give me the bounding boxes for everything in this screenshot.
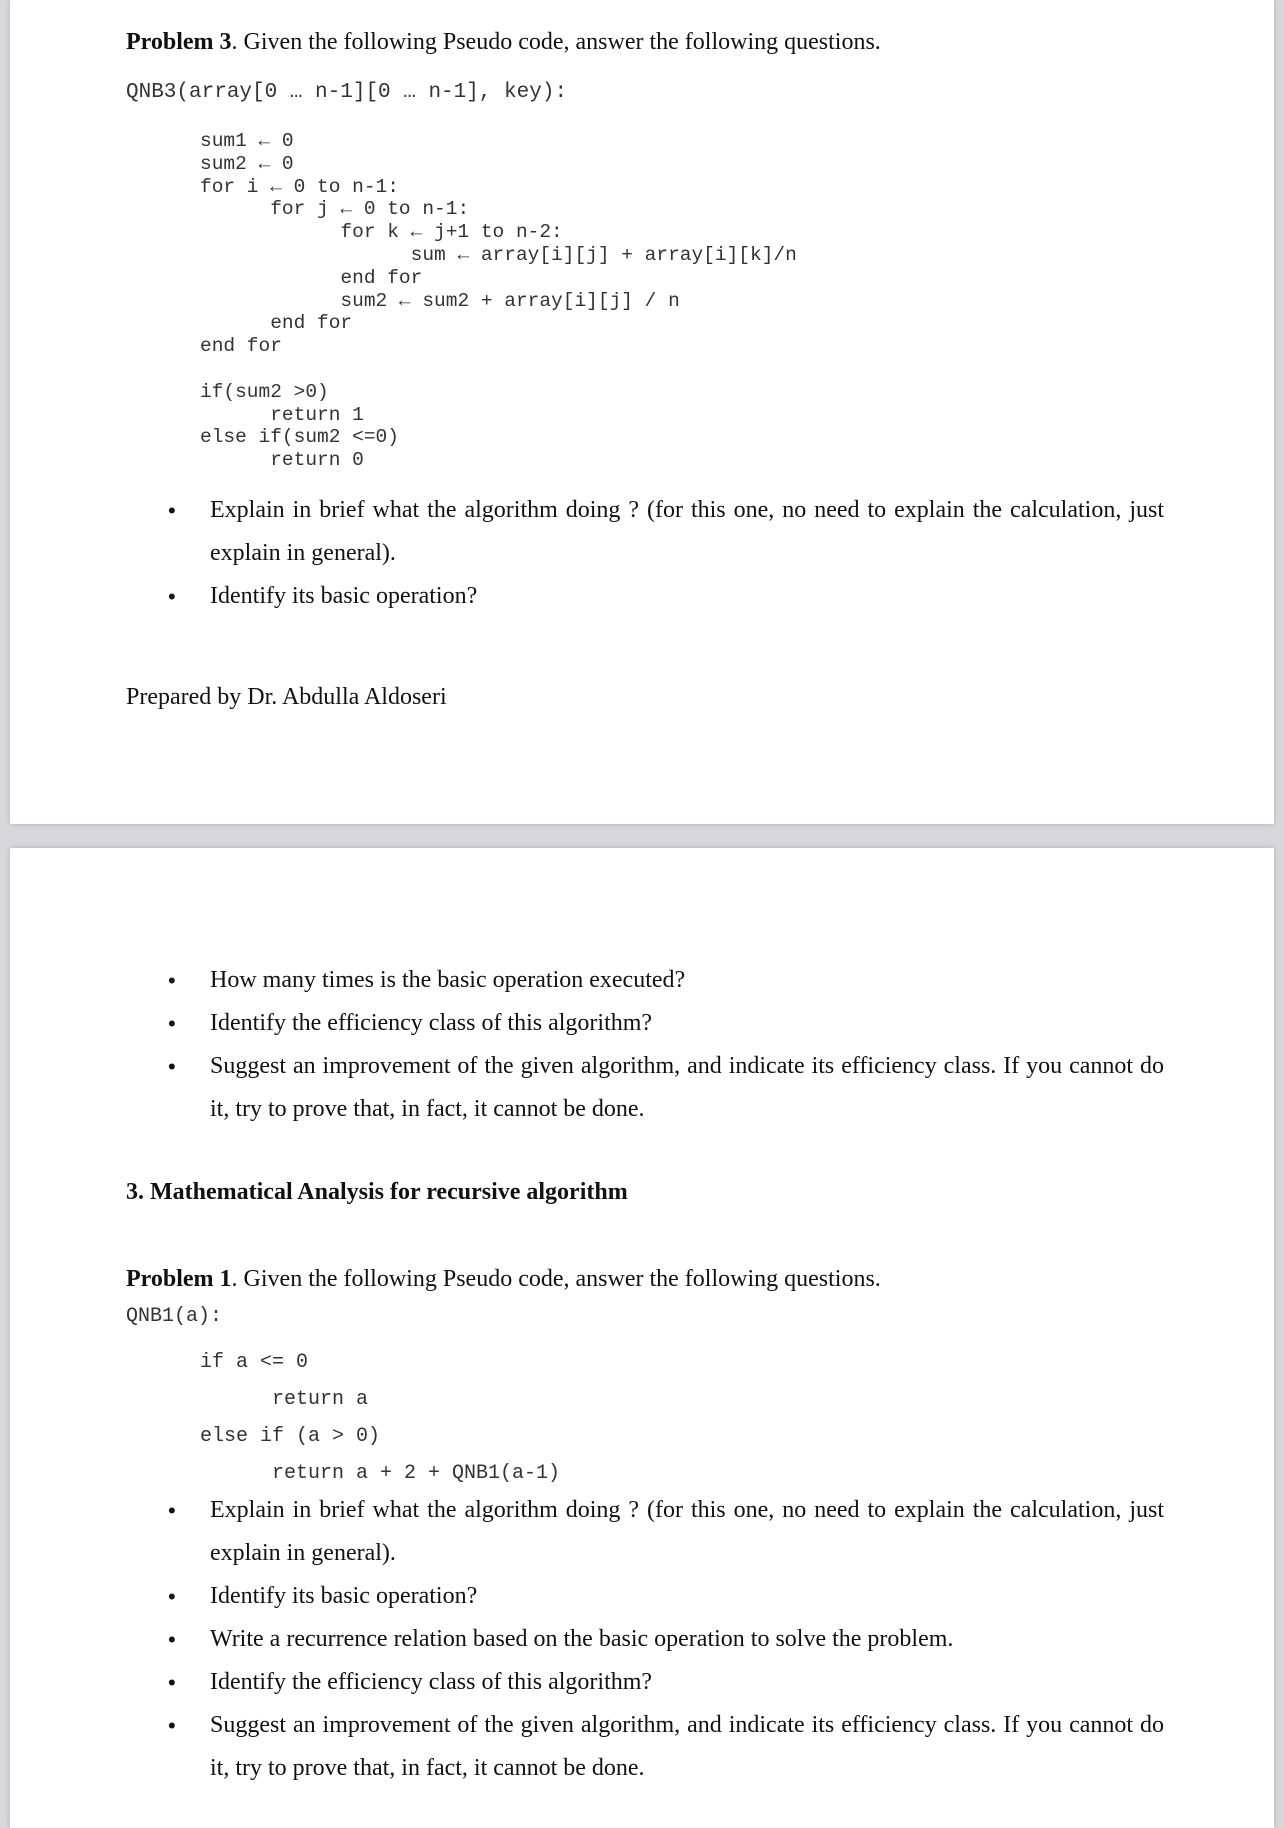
qnb3-code-block: sum1 ← 0 sum2 ← 0 for i ← 0 to n-1: for j ← 0 to n-1: for k ← j+1 to n-2: sum ← array[i][j] + array[i][k]/n end for sum2 ← sum2 + array[i][j] / n end for end for if(sum2 >0) return 1 else if(sum2 <=0) return 0: [200, 130, 797, 472]
list-item: • Explain in brief what the algorithm doing ? (for this one, no need to explain the calculation, just explain in general).: [126, 489, 1164, 575]
section-heading: 3. Mathematical Analysis for recursive algorithm: [126, 1179, 628, 1205]
list-item: • Write a recurrence relation based on the basic operation to solve the problem.: [126, 1618, 1164, 1661]
document-page-1: [10, 0, 1274, 824]
qnb1-code-block: if a <= 0 return a else if (a > 0) return a + 2 + QNB1(a-1): [200, 1351, 561, 1485]
list-item: • Identify the efficiency class of this algorithm?: [126, 1661, 1164, 1704]
problem-3-intro: . Given the following Pseudo code, answer the following questions.: [231, 29, 881, 55]
problem-3-heading: [126, 27, 1214, 57]
list-item: • Suggest an improvement of the given algorithm, and indicate its efficiency class. If you cannot do it, try to prove that, in fact, it cannot be done.: [126, 1704, 1164, 1790]
list-item: • Identify its basic operation?: [126, 1575, 1164, 1618]
document-page-2: [10, 848, 1274, 1828]
problem-1-heading: [126, 1264, 1214, 1294]
list-item: • How many times is the basic operation executed?: [126, 959, 1164, 1002]
problem-3-questions-continued: [126, 959, 1164, 1131]
problem-3-questions: [126, 489, 1164, 618]
problem-1-intro: . Given the following Pseudo code, answer the following questions.: [231, 1266, 881, 1292]
problem-3-title: Problem 3: [126, 29, 232, 55]
list-item: • Identify its basic operation?: [126, 575, 1164, 618]
list-item: • Identify the efficiency class of this algorithm?: [126, 1002, 1164, 1045]
problem-1-title: Problem 1: [126, 1266, 232, 1292]
qnb3-signature: QNB3(array[0 … n-1][0 … n-1], key):: [126, 81, 568, 104]
qnb1-signature: QNB1(a):: [126, 1305, 223, 1328]
list-item: • Suggest an improvement of the given algorithm, and indicate its efficiency class. If you cannot do it, try to prove that, in fact, it cannot be done.: [126, 1045, 1164, 1131]
list-item: • Explain in brief what the algorithm doing ? (for this one, no need to explain the calculation, just explain in general).: [126, 1489, 1164, 1575]
problem-1-questions: [126, 1489, 1164, 1790]
prepared-by: Prepared by Dr. Abdulla Aldoseri: [126, 684, 447, 710]
